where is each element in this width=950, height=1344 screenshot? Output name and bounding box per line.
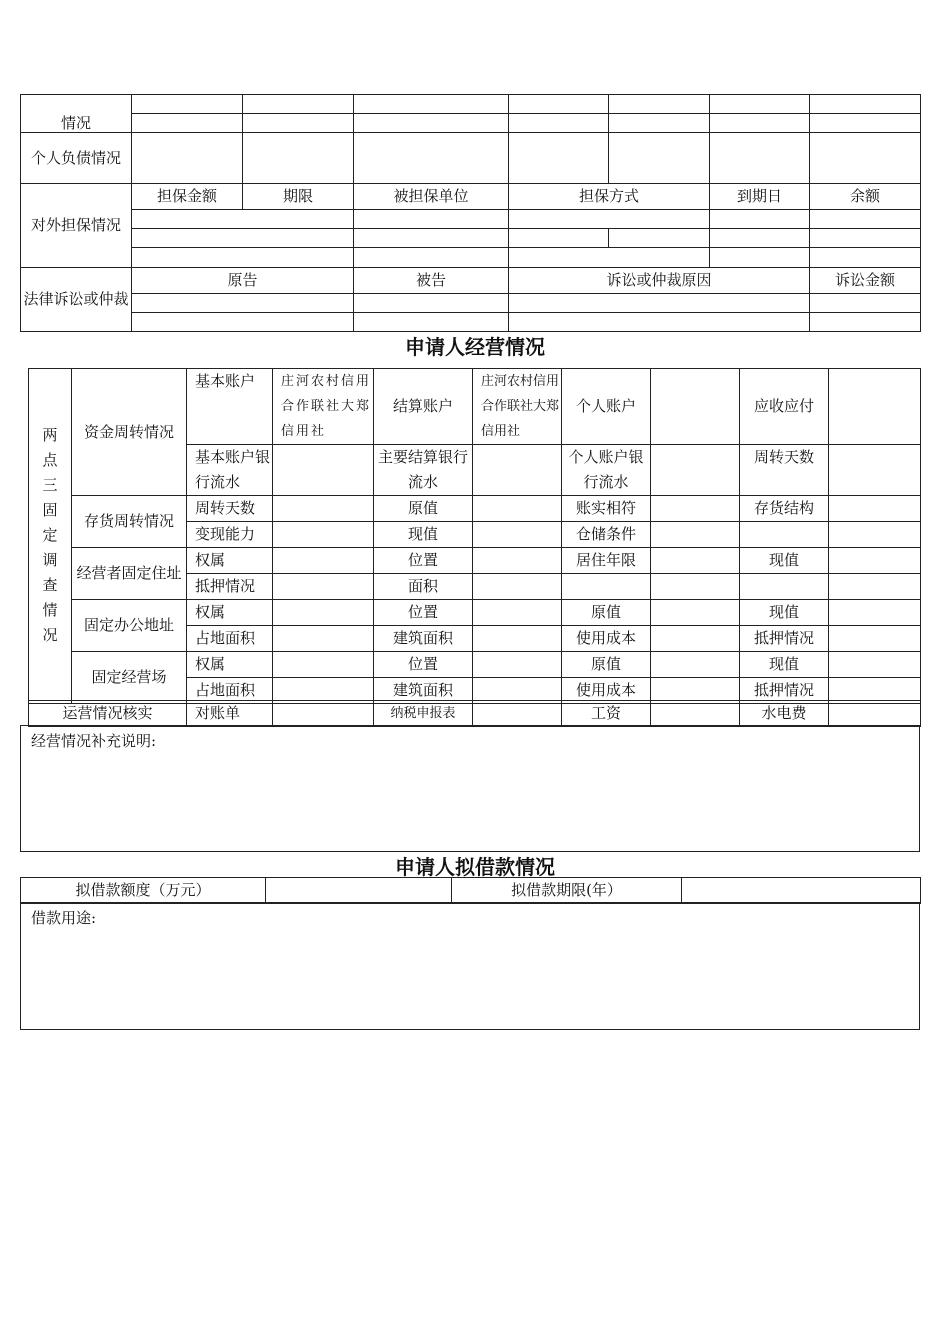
- table-cell[interactable]: [132, 133, 243, 184]
- table-cell[interactable]: [651, 548, 740, 574]
- table-cell[interactable]: [509, 313, 810, 332]
- table-cell[interactable]: [651, 626, 740, 652]
- office-original-label: 原值: [562, 600, 651, 626]
- office-location-label: 位置: [374, 600, 473, 626]
- table-cell[interactable]: [473, 600, 562, 626]
- section-title-business: 申请人经营情况: [405, 335, 545, 359]
- business-supplement-box[interactable]: [20, 725, 920, 852]
- table-cell[interactable]: [609, 229, 710, 248]
- operation-row: [28, 700, 921, 727]
- table-cell[interactable]: [132, 313, 354, 332]
- residence-label: 经营者固定住址: [72, 548, 187, 600]
- guarantee-header: 余额: [810, 184, 921, 210]
- row-label-guarantee: 对外担保情况: [21, 184, 132, 268]
- table-cell[interactable]: [132, 114, 243, 133]
- lawsuit-header: 原告: [132, 268, 354, 294]
- loan-amount-label: 拟借款额度（万元）: [21, 878, 266, 904]
- table-cell[interactable]: [651, 496, 740, 522]
- table-cell[interactable]: [473, 626, 562, 652]
- table-cell[interactable]: [829, 652, 921, 678]
- lawsuit-header: 诉讼或仲裁原因: [509, 268, 810, 294]
- basic-account-bank: 庄河农村信用合作联社大郑信用社: [273, 369, 374, 445]
- main-settle-flow-label: 主要结算银行流水: [374, 445, 473, 496]
- table-cell[interactable]: [273, 626, 374, 652]
- table-cell[interactable]: [132, 210, 354, 229]
- personal-account-label: 个人账户: [562, 369, 651, 445]
- table-cell[interactable]: [243, 114, 354, 133]
- capital-label: 资金周转情况: [72, 369, 187, 496]
- office-building-area-label: 建筑面积: [374, 626, 473, 652]
- table-cell[interactable]: [509, 95, 609, 114]
- business-supplement-label: 经营情况补充说明:: [31, 732, 157, 750]
- table-cell[interactable]: [829, 522, 921, 548]
- table-cell[interactable]: [651, 574, 740, 600]
- inventory-consistency-label: 账实相符: [562, 496, 651, 522]
- table-cell[interactable]: [273, 652, 374, 678]
- guarantee-header: 期限: [243, 184, 354, 210]
- table-cell[interactable]: [473, 496, 562, 522]
- table-cell[interactable]: [651, 445, 740, 496]
- receivable-label: 应收应付: [740, 369, 829, 445]
- table-cell[interactable]: [740, 574, 829, 600]
- table-cell[interactable]: [354, 313, 509, 332]
- table-cell[interactable]: [609, 133, 710, 184]
- table-cell[interactable]: [810, 313, 921, 332]
- loan-table: [20, 877, 921, 904]
- loan-term-value[interactable]: [682, 878, 921, 904]
- table-cell[interactable]: [810, 210, 921, 229]
- table-cell[interactable]: [273, 496, 374, 522]
- table-cell[interactable]: [829, 369, 921, 445]
- table-cell[interactable]: [509, 229, 609, 248]
- table-cell[interactable]: [243, 133, 354, 184]
- site-land-area-label: 占地面积: [187, 678, 273, 704]
- residence-years-label: 居住年限: [562, 548, 651, 574]
- table-cell[interactable]: [132, 229, 354, 248]
- table-cell[interactable]: [354, 294, 509, 313]
- section-title-loan: 申请人拟借款情况: [395, 855, 555, 879]
- row-label-situation: 情况: [21, 95, 132, 133]
- turnover-days-label: 周转天数: [740, 445, 829, 496]
- table-cell[interactable]: [509, 133, 609, 184]
- table-cell[interactable]: [354, 229, 509, 248]
- table-cell[interactable]: [273, 574, 374, 600]
- table-cell[interactable]: [829, 626, 921, 652]
- table-cell[interactable]: [132, 248, 354, 268]
- operation-utilities-label: 水电费: [740, 701, 829, 727]
- table-cell[interactable]: [132, 95, 243, 114]
- site-cost-label: 使用成本: [562, 678, 651, 704]
- table-cell[interactable]: [810, 294, 921, 313]
- side-label: 两点三固定调查情况: [29, 369, 72, 704]
- table-cell[interactable]: [354, 114, 509, 133]
- operation-label: 运营情况核实: [29, 701, 187, 727]
- table-cell[interactable]: [354, 95, 509, 114]
- table-cell[interactable]: [354, 210, 509, 229]
- inventory-original-label: 原值: [374, 496, 473, 522]
- table-cell[interactable]: [509, 210, 710, 229]
- table-cell[interactable]: [132, 294, 354, 313]
- residence-location-label: 位置: [374, 548, 473, 574]
- inventory-label: 存货周转情况: [72, 496, 187, 548]
- table-cell[interactable]: [273, 445, 374, 496]
- table-cell[interactable]: [562, 574, 651, 600]
- table-cell[interactable]: [473, 522, 562, 548]
- table-cell[interactable]: [810, 133, 921, 184]
- inventory-current-label: 现值: [374, 522, 473, 548]
- table-cell[interactable]: [710, 210, 810, 229]
- table-cell[interactable]: [609, 114, 710, 133]
- table-cell[interactable]: [710, 95, 810, 114]
- office-cost-label: 使用成本: [562, 626, 651, 652]
- site-ownership-label: 权属: [187, 652, 273, 678]
- guarantee-header: 被担保单位: [354, 184, 509, 210]
- table-cell[interactable]: [740, 522, 829, 548]
- table-cell[interactable]: [273, 522, 374, 548]
- office-label: 固定办公地址: [72, 600, 187, 652]
- table-cell[interactable]: [273, 548, 374, 574]
- table-cell[interactable]: [651, 522, 740, 548]
- inventory-storage-label: 仓储条件: [562, 522, 651, 548]
- site-current-label: 现值: [740, 652, 829, 678]
- table-cell[interactable]: [810, 248, 921, 268]
- table-cell[interactable]: [710, 248, 810, 268]
- row-label-personal-debt: 个人负债情况: [21, 133, 132, 184]
- row-label-lawsuit: 法律诉讼或仲裁: [21, 268, 132, 332]
- site-original-label: 原值: [562, 652, 651, 678]
- table-cell[interactable]: [710, 114, 810, 133]
- table-cell[interactable]: [609, 95, 710, 114]
- table-cell[interactable]: [829, 496, 921, 522]
- basic-flow-label: 基本账户银行流水: [187, 445, 273, 496]
- table-cell[interactable]: [473, 574, 562, 600]
- table-cell[interactable]: [473, 445, 562, 496]
- table-cell[interactable]: [829, 701, 921, 727]
- table-cell[interactable]: [710, 229, 810, 248]
- table-cell[interactable]: [651, 701, 740, 727]
- office-current-label: 现值: [740, 600, 829, 626]
- table-cell[interactable]: [473, 701, 562, 727]
- settle-account-bank: 庄河农村信用合作联社大郑信用社: [473, 369, 562, 445]
- table-cell[interactable]: [651, 369, 740, 445]
- table-cell[interactable]: [509, 248, 710, 268]
- site-building-area-label: 建筑面积: [374, 678, 473, 704]
- table-cell[interactable]: [243, 95, 354, 114]
- table-cell[interactable]: [810, 95, 921, 114]
- table-cell[interactable]: [810, 229, 921, 248]
- residence-mortgage-label: 抵押情况: [187, 574, 273, 600]
- office-ownership-label: 权属: [187, 600, 273, 626]
- loan-amount-value[interactable]: [266, 878, 452, 904]
- table-cell[interactable]: [651, 600, 740, 626]
- personal-info-table: [20, 94, 921, 332]
- loan-term-label: 拟借款期限(年）: [452, 878, 682, 904]
- table-cell[interactable]: [829, 574, 921, 600]
- residence-area-label: 面积: [374, 574, 473, 600]
- table-cell[interactable]: [651, 652, 740, 678]
- operation-statement-label: 对账单: [187, 701, 273, 727]
- table-cell[interactable]: [354, 248, 509, 268]
- table-cell[interactable]: [509, 294, 810, 313]
- table-cell[interactable]: [509, 114, 609, 133]
- loan-purpose-box[interactable]: [20, 902, 920, 1030]
- table-cell[interactable]: [829, 600, 921, 626]
- office-land-area-label: 占地面积: [187, 626, 273, 652]
- table-cell[interactable]: [273, 600, 374, 626]
- site-label: 固定经营场: [72, 652, 187, 704]
- office-mortgage-label: 抵押情况: [740, 626, 829, 652]
- loan-purpose-label: 借款用途:: [31, 909, 97, 927]
- basic-account-label: 基本账户: [187, 369, 273, 445]
- table-cell[interactable]: [473, 652, 562, 678]
- residence-ownership-label: 权属: [187, 548, 273, 574]
- site-location-label: 位置: [374, 652, 473, 678]
- table-cell[interactable]: [354, 133, 509, 184]
- business-table: [28, 368, 921, 704]
- guarantee-header: 到期日: [710, 184, 810, 210]
- guarantee-header: 担保金额: [132, 184, 243, 210]
- site-mortgage-label: 抵押情况: [740, 678, 829, 704]
- residence-current-label: 现值: [740, 548, 829, 574]
- settle-account-label: 结算账户: [374, 369, 473, 445]
- table-cell[interactable]: [829, 445, 921, 496]
- inventory-structure-label: 存货结构: [740, 496, 829, 522]
- guarantee-header: 担保方式: [509, 184, 710, 210]
- operation-tax-label: 纳税申报表: [374, 701, 473, 727]
- lawsuit-header: 被告: [354, 268, 509, 294]
- table-cell[interactable]: [829, 548, 921, 574]
- table-cell[interactable]: [273, 701, 374, 727]
- inventory-liquidity-label: 变现能力: [187, 522, 273, 548]
- operation-wages-label: 工资: [562, 701, 651, 727]
- personal-flow-label: 个人账户银行流水: [562, 445, 651, 496]
- inventory-turnover-label: 周转天数: [187, 496, 273, 522]
- table-cell[interactable]: [710, 133, 810, 184]
- table-cell[interactable]: [473, 548, 562, 574]
- lawsuit-header: 诉讼金额: [810, 268, 921, 294]
- table-cell[interactable]: [810, 114, 921, 133]
